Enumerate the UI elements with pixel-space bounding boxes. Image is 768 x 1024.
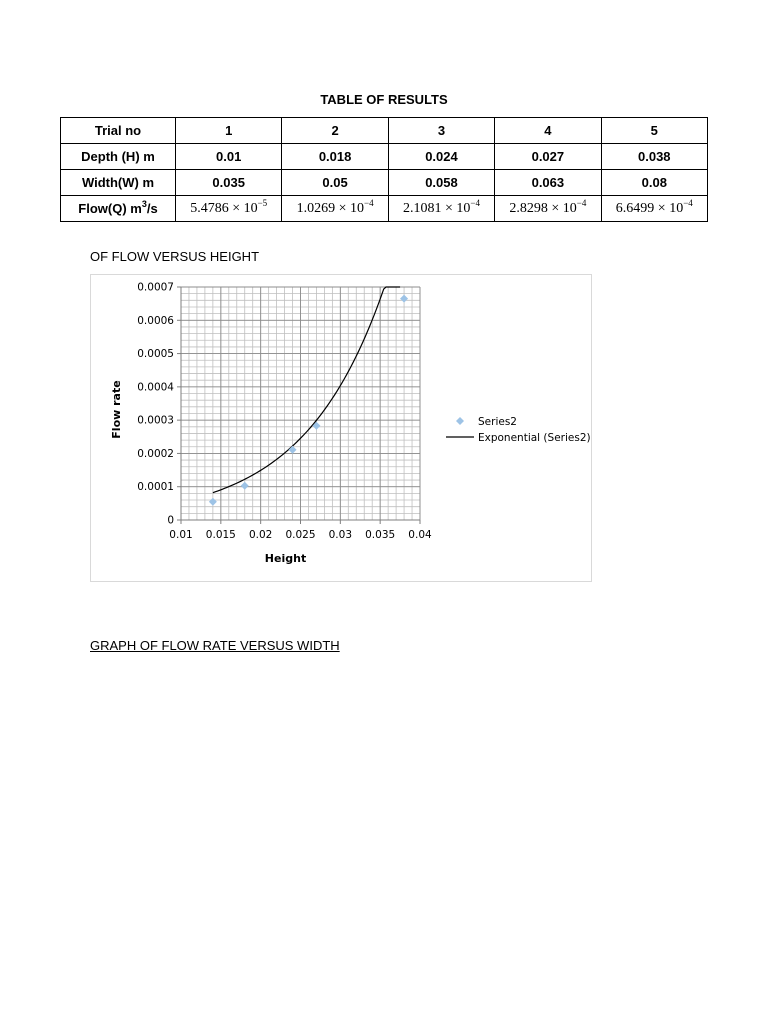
data-point xyxy=(400,295,408,303)
table-cell: $6.6499 \times 10^{-4}$ xyxy=(601,196,707,222)
table-cell: 0.027 xyxy=(495,144,601,170)
y-tick-label: 0.0002 xyxy=(137,447,174,460)
table-cell: $1.0269 \times 10^{-4}$ xyxy=(282,196,388,222)
chart-svg xyxy=(91,275,591,581)
legend-label-trend: Exponential (Series2) xyxy=(478,432,591,444)
x-axis-title: Height xyxy=(264,552,307,565)
y-tick-label: 0.0005 xyxy=(137,348,174,361)
row-label-trial: Trial no xyxy=(61,118,176,144)
legend-label-series2: Series2 xyxy=(478,416,517,428)
row-label-depth: Depth (H) m xyxy=(61,144,176,170)
table-cell: 0.024 xyxy=(388,144,494,170)
y-tick-label: 0 xyxy=(167,514,174,527)
row-label-flow: Flow(Q) $m^3/s$ xyxy=(61,196,176,222)
table-cell: 2 xyxy=(282,118,388,144)
table-row xyxy=(61,196,708,222)
x-tick-label: 0.03 xyxy=(328,529,353,541)
x-tick-label: 0.01 xyxy=(169,529,193,541)
table-cell: 0.08 xyxy=(601,170,707,196)
table-cell: $2.1081 \times 10^{-4}$ xyxy=(388,196,494,222)
table-cell: 3 xyxy=(388,118,494,144)
table-cell: $2.8298 \times 10^{-4}$ xyxy=(495,196,601,222)
x-tick-label: 0.035 xyxy=(365,529,396,541)
table-cell: 0.05 xyxy=(282,170,388,196)
table-row xyxy=(61,144,708,170)
table-cell: 0.01 xyxy=(176,144,282,170)
x-tick-label: 0.015 xyxy=(205,529,236,541)
table-cell: 0.038 xyxy=(601,144,707,170)
table-row xyxy=(61,118,708,144)
table-title: TABLE OF RESULTS xyxy=(320,92,448,107)
results-table xyxy=(60,117,708,222)
y-tick-label: 0.0004 xyxy=(137,381,174,394)
data-point xyxy=(209,498,217,506)
data-point xyxy=(241,482,249,490)
table-cell: 5 xyxy=(601,118,707,144)
table-cell: $5.4786 \times 10^{-5}$ xyxy=(176,196,282,222)
y-tick-label: 0.0007 xyxy=(137,281,174,294)
y-axis-title: Flow rate xyxy=(110,380,123,439)
table-cell: 0.063 xyxy=(495,170,601,196)
legend-marker-series2 xyxy=(456,417,464,425)
table-cell: 0.035 xyxy=(176,170,282,196)
table-row xyxy=(61,170,708,196)
x-tick-label: 0.02 xyxy=(248,529,273,541)
y-tick-label: 0.0006 xyxy=(137,314,174,327)
width-graph-caption: GRAPH OF FLOW RATE VERSUS WIDTH xyxy=(90,638,340,653)
table-cell: 0.058 xyxy=(388,170,494,196)
x-tick-label: 0.025 xyxy=(285,529,316,541)
table-cell: 0.018 xyxy=(282,144,388,170)
y-tick-label: 0.0003 xyxy=(137,414,174,427)
table-cell: 1 xyxy=(176,118,282,144)
height-graph-caption: OF FLOW VERSUS HEIGHT xyxy=(90,249,260,264)
flow-vs-height-chart xyxy=(90,274,592,582)
table-cell: 4 xyxy=(495,118,601,144)
row-label-width: Width(W) m xyxy=(61,170,176,196)
y-tick-label: 0.0001 xyxy=(137,481,174,494)
x-tick-label: 0.04 xyxy=(408,529,432,541)
